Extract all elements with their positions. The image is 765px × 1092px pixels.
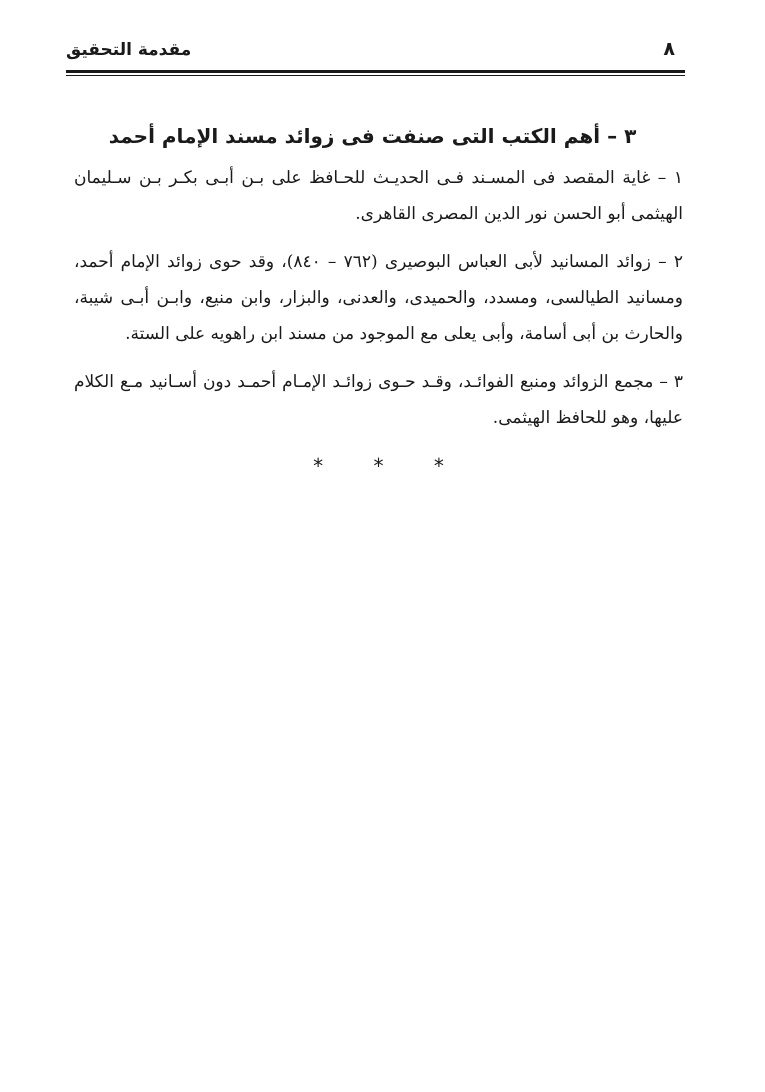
page-header <box>66 38 675 70</box>
section-heading: ٣ – أهم الكتب التى صنفت فى زوائد مسند الإمام أحمد <box>108 124 637 148</box>
section-end-ornament: * * * <box>313 454 466 478</box>
page-number: ٨ <box>663 38 675 60</box>
list-item: ٢ – زوائد المسانيد لأبى العباس البوصيرى (٧٦٢ – ٨٤٠)، وقد حوى زوائد الإمام أحمد، ومسانيد الطيالسى، ومسدد، والحميدى، والعدنى، والبزار، وابن منيع، وابـن أبـى شيبة، والحارث بن أبى أسامة، وأبى يعلى مع الموجود من مسند ابن راهويه على الستة. <box>74 252 683 344</box>
list-item: ١ – غاية المقصد فى المسـند فـى الحديـث للحـافظ على بـن أبـى بكـر بـن سـليمان الهيثمى أبو الحسن نور الدين المصرى القاهرى. <box>74 168 683 224</box>
list-item: ٣ – مجمع الزوائد ومنبع الفوائـد، وقـد حـوى زوائـد الإمـام أحمـد دون أسـانيد مـع الكلام عليها، وهو للحافظ الهيثمى. <box>74 372 683 428</box>
header-rule-thin <box>66 75 685 76</box>
header-rule-thick <box>66 70 685 73</box>
section-body <box>74 160 683 484</box>
running-title: مقدمة التحقيق <box>66 40 192 60</box>
